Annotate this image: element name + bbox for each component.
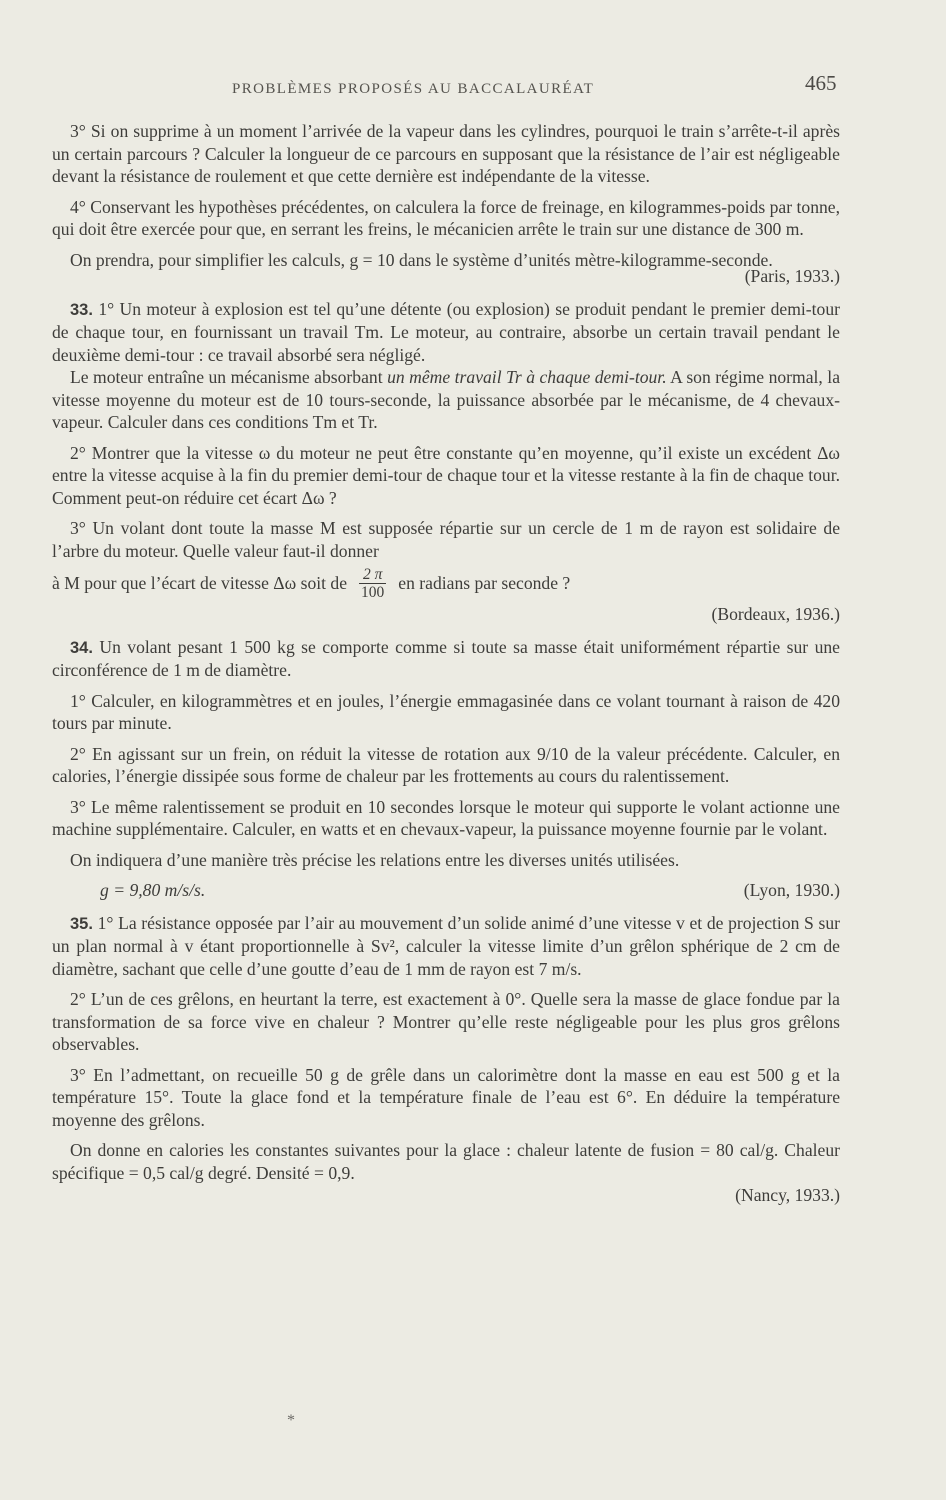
problem-33-item-1 — [52, 298, 840, 367]
problem-32-continued — [52, 120, 840, 288]
problem-34-item-3: 3° Le même ralentissement se produit en 10 secondes lorsque le moteur qui supporte le volant actionne une machine supplémentaire. Calculer, en watts et en chevaux-vapeur, la puissance moyenne fournie par le volant. — [52, 796, 840, 839]
problem-34 — [52, 636, 840, 902]
problem-33-mechanism — [52, 366, 840, 434]
problem-33-number: 33. — [70, 300, 93, 319]
problem-33 — [52, 298, 840, 626]
problem-35-data: On donne en calories les constantes suivantes pour la glace : chaleur latente de fusion = 80 cal/g. Chaleur spécifique = 0,5 cal/g degré. Densité = 0,9. — [52, 1140, 840, 1183]
problem-33-item-3: 3° Un volant dont toute la masse M est supposée répartie sur un cercle de 1 m de rayon est solidaire de l’arbre du moteur. Quelle valeur faut-il donner — [52, 518, 840, 561]
problem-34-item-1: 1° Calculer, en kilogrammètres et en joules, l’énergie emmagasinée dans ce volant tournant à raison de 420 tours par minute. — [52, 690, 840, 733]
running-title: PROBLÈMES PROPOSÉS AU BACCALAURÉAT — [232, 81, 595, 97]
page-content — [52, 120, 840, 1217]
problem-32-source: (Paris, 1933.) — [744, 266, 840, 286]
problem-34-intro — [52, 636, 840, 682]
problem-33-fraction-suffix: en radians par seconde ? — [398, 573, 571, 594]
problem-35-number: 35. — [70, 914, 93, 933]
problem-34-intro-text: Un volant pesant 1 500 kg se comporte comme si toute sa masse était uniformément répartie sur une circonférence de 1 m de diamètre. — [52, 636, 840, 680]
problem-33-mechanism-start: Le moteur entraîne un mécanisme absorbant — [70, 367, 383, 387]
problem-33-source: (Bordeaux, 1936.) — [711, 604, 840, 624]
problem-34-g-line — [52, 879, 840, 902]
footer-mark: * — [287, 1412, 295, 1429]
fraction-numerator: 2 π — [359, 566, 386, 584]
problem-35 — [52, 912, 840, 1207]
problem-35-item-1 — [52, 912, 840, 981]
problem-33-item-2: 2° Montrer que la vitesse ω du moteur ne peut être constante qu’en moyenne, qu’il existe un excédent Δω entre la vitesse acquise à la fin du premier demi-tour de chaque tour et la vitesse restante à la fin de chaque tour. Comment peut-on réduire cet écart Δω ? — [52, 442, 840, 508]
problem-32-item-4: 4° Conservant les hypothèses précédentes, on calculera la force de freinage, en kilogrammes-poids par tonne, qui doit être exercée pour que, en serrant les freins, le mécanicien arrête le train sur une distance de 300 m. — [52, 196, 840, 239]
problem-34-item-2: 2° En agissant sur un frein, on réduit la vitesse de rotation aux 9/10 de la valeur précédente. Calculer, en calories, l’énergie dissipée sous forme de chaleur par les frottements au cours du ralentissement. — [52, 743, 840, 786]
problem-34-note: On indiquera d’une manière très précise les relations entre les diverses unités utilisées. — [70, 849, 680, 870]
fraction-2pi-over-100 — [357, 566, 388, 601]
problem-32-item-3: 3° Si on supprime à un moment l’arrivée de la vapeur dans les cylindres, pourquoi le train s’arrête-t-il après un certain parcours ? Calculer la longueur de ce parcours en supposant que la résistance de l’air est négligeable devant la résistance de roulement et que cette dernière est indépendante de la vitesse. — [52, 121, 840, 186]
problem-34-g-value: g = 9,80 m/s/s. — [100, 880, 206, 900]
page-number: 465 — [805, 71, 837, 95]
problem-33-fraction-prefix: à M pour que l’écart de vitesse Δω soit de — [52, 573, 348, 594]
problem-33-mechanism-italic: un même travail Tr à chaque demi-tour. — [387, 367, 667, 387]
problem-33-item-1-text: 1° Un moteur à explosion est tel qu’une détente (ou explosion) se produit pendant le premier demi-tour de chaque tour, en fournissant un travail Tm. Le moteur, au contraire, absorbe un certain travail pendant le deuxième demi-tour : ce travail absorbé sera négligé. — [52, 298, 841, 365]
fraction-denominator: 100 — [361, 584, 385, 601]
problem-33-mechanism-end: A son régime normal, la vitesse moyenne du moteur est de 10 tours-seconde, la puissance absorbée par le mécanisme, de 4 chevaux-vapeur. Calculer dans ces conditions Tm et Tr. — [52, 367, 841, 432]
problem-35-item-3: 3° En l’admettant, on recueille 50 g de grêle dans un calorimètre dont la masse en eau est 500 g et la température 15°. Toute la glace fond et la température finale de l’eau est 6°. En déduire la température moyenne des grêlons. — [52, 1064, 840, 1130]
problem-35-source: (Nancy, 1933.) — [735, 1185, 840, 1205]
page-header — [0, 70, 946, 100]
problem-35-item-1-text: 1° La résistance opposée par l’air au mouvement d’un solide animé d’une vitesse v et de projection S sur un plan normal à v étant proportionnelle à Sv², calculer la vitesse limite d’un grêlon sphérique de 2 cm de diamètre, sachant que celle d’une goutte d’eau de 1 mm de rayon est 7 m/s. — [52, 912, 840, 979]
problem-35-item-2: 2° L’un de ces grêlons, en heurtant la terre, est exactement à 0°. Quelle sera la masse de glace fondue par la transformation de sa force vive en chaleur ? Montrer qu’elle reste négligeable pour les plus gros grêlons observables. — [52, 989, 840, 1054]
problem-33-fraction-line — [52, 566, 840, 601]
problem-32-note: On prendra, pour simplifier les calculs, g = 10 dans le système d’unités mètre-kilogramme-seconde. — [70, 249, 773, 270]
problem-34-source: (Lyon, 1930.) — [743, 880, 840, 900]
problem-34-number: 34. — [70, 638, 93, 657]
